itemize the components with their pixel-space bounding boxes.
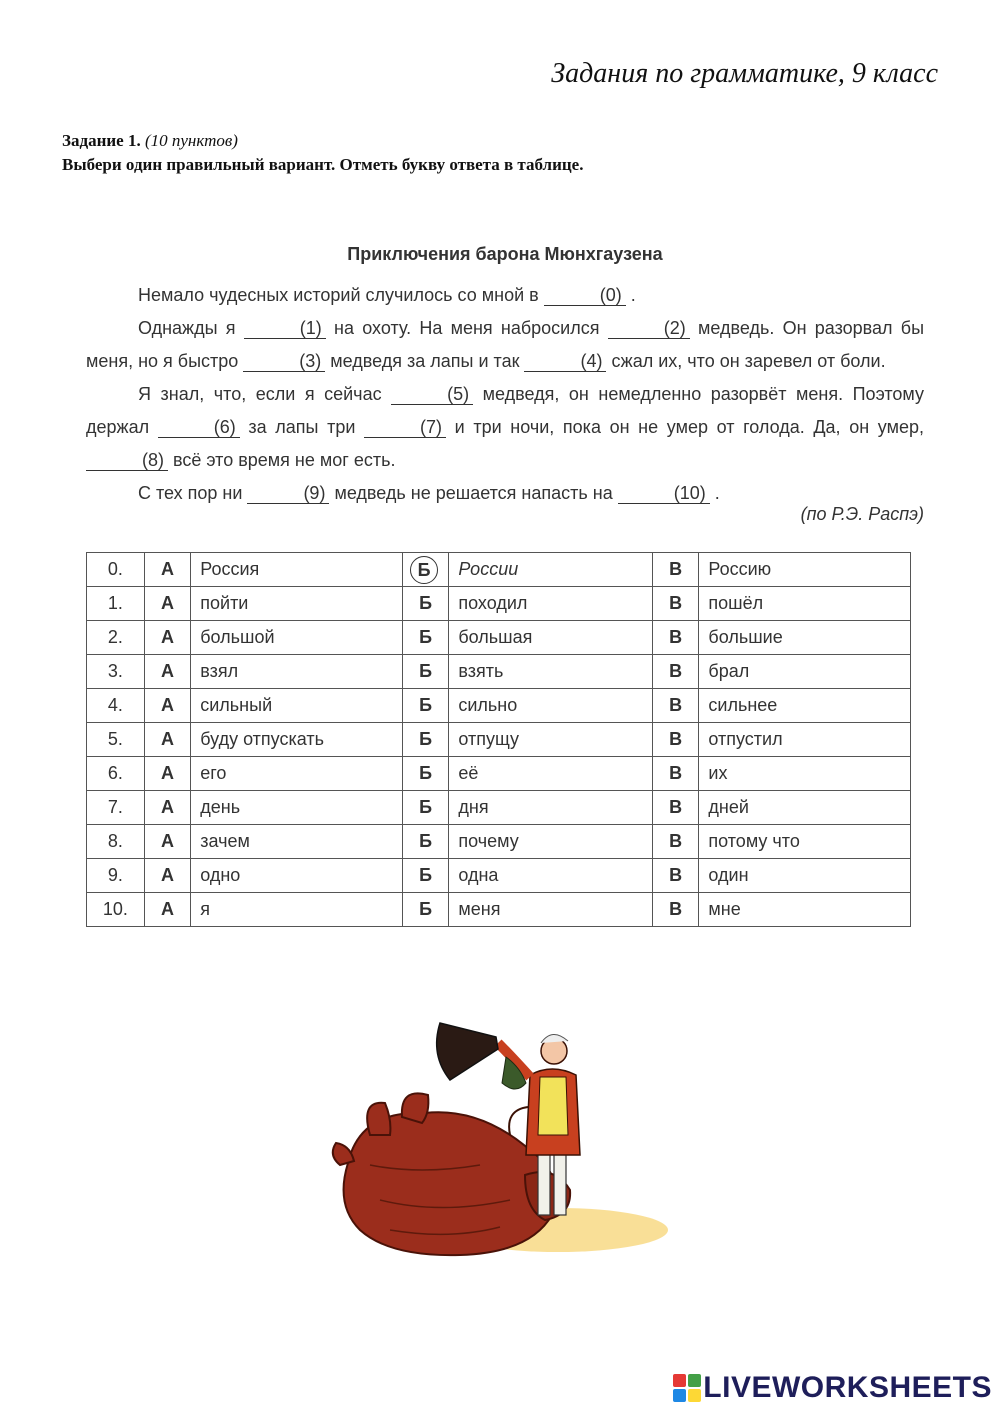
letter-c[interactable]: В <box>652 587 699 621</box>
row-number: 8. <box>87 825 145 859</box>
option-b: почему <box>449 825 652 859</box>
page-title: Задания по грамматике, 9 класс <box>551 58 938 89</box>
gap-marker: (1) <box>244 318 326 339</box>
option-a: сильный <box>191 689 403 723</box>
letter-b[interactable]: Б <box>402 621 449 655</box>
story-text-fragment: медведь не решается напасть на <box>329 483 618 503</box>
letter-a[interactable]: А <box>144 791 191 825</box>
story-paragraph-2 <box>86 312 924 378</box>
letter-a[interactable]: А <box>144 655 191 689</box>
story-text <box>86 244 924 525</box>
story-text-fragment: . <box>709 483 720 503</box>
letter-a[interactable]: А <box>144 621 191 655</box>
logo-text: LIVEWORKSHEETS <box>703 1371 992 1404</box>
option-a: одно <box>191 859 403 893</box>
option-b: сильно <box>449 689 652 723</box>
letter-a[interactable]: А <box>144 587 191 621</box>
story-text-fragment: и три ночи, пока он не умер от голода. Да, он умер, <box>446 417 924 437</box>
gap-marker: (7) <box>364 417 446 438</box>
letter-b[interactable]: Б <box>402 825 449 859</box>
story-text-fragment: С тех пор ни <box>138 483 248 503</box>
option-b: взять <box>449 655 652 689</box>
row-number: 1. <box>87 587 145 621</box>
selected-answer-circle: Б <box>410 556 438 584</box>
row-number: 2. <box>87 621 145 655</box>
option-a: пойти <box>191 587 403 621</box>
letter-b[interactable]: Б <box>402 689 449 723</box>
row-number: 6. <box>87 757 145 791</box>
table-row <box>87 723 911 757</box>
option-c: мне <box>699 893 911 927</box>
letter-a[interactable]: А <box>144 689 191 723</box>
row-number: 4. <box>87 689 145 723</box>
table-row <box>87 655 911 689</box>
option-c: Россию <box>699 553 911 587</box>
story-text-fragment: медведя за лапы и так <box>325 351 525 371</box>
letter-b[interactable]: Б <box>402 791 449 825</box>
letter-c[interactable]: В <box>652 689 699 723</box>
table-row <box>87 553 911 587</box>
letter-c[interactable]: В <box>652 723 699 757</box>
table-row <box>87 587 911 621</box>
table-row <box>87 825 911 859</box>
story-text-fragment: на охоту. На меня набросился <box>325 318 608 338</box>
baron-and-bear-illustration <box>330 1015 675 1275</box>
option-c: отпустил <box>699 723 911 757</box>
option-c: сильнее <box>699 689 911 723</box>
task-heading <box>62 131 238 151</box>
option-a: день <box>191 791 403 825</box>
story-text-fragment: Я знал, что, если я сейчас <box>138 384 392 404</box>
story-text-fragment: сжал их, что он заревел от боли. <box>606 351 886 371</box>
letter-a[interactable]: А <box>144 723 191 757</box>
option-c: пошёл <box>699 587 911 621</box>
story-text-fragment: медведь. Он разорвал бы меня, но я быстро <box>86 318 925 371</box>
letter-c[interactable]: В <box>652 893 699 927</box>
story-title: Приключения барона Мюнхгаузена <box>347 244 663 264</box>
gap-marker: (0) <box>544 285 626 306</box>
row-number: 7. <box>87 791 145 825</box>
table-row <box>87 621 911 655</box>
option-c: потому что <box>699 825 911 859</box>
letter-b[interactable]: Б <box>402 893 449 927</box>
answer-table <box>86 552 911 927</box>
gap-marker: (2) <box>608 318 690 339</box>
option-b: отпущу <box>449 723 652 757</box>
row-number: 5. <box>87 723 145 757</box>
gap-marker: (5) <box>391 384 473 405</box>
table-row <box>87 791 911 825</box>
gap-marker: (10) <box>618 483 710 504</box>
letter-a[interactable]: А <box>144 825 191 859</box>
option-c: один <box>699 859 911 893</box>
option-b: России <box>449 553 652 587</box>
story-paragraph-1 <box>86 279 924 312</box>
table-row <box>87 757 911 791</box>
gap-marker: (9) <box>247 483 329 504</box>
option-b: одна <box>449 859 652 893</box>
row-number: 9. <box>87 859 145 893</box>
letter-a[interactable]: А <box>144 757 191 791</box>
option-a: большой <box>191 621 403 655</box>
letter-b[interactable]: Б <box>402 587 449 621</box>
letter-a[interactable]: А <box>144 859 191 893</box>
story-text-fragment: Однажды я <box>138 318 244 338</box>
table-row <box>87 893 911 927</box>
story-text-fragment: за лапы три <box>239 417 365 437</box>
row-number: 0. <box>87 553 145 587</box>
option-a: его <box>191 757 403 791</box>
option-c: их <box>699 757 911 791</box>
letter-b[interactable]: Б <box>402 723 449 757</box>
gap-marker: (3) <box>243 351 325 372</box>
story-source: (по Р.Э. Распэ) <box>800 504 924 524</box>
table-row <box>87 859 911 893</box>
option-b: большая <box>449 621 652 655</box>
letter-c[interactable]: В <box>652 825 699 859</box>
gap-marker: (4) <box>524 351 606 372</box>
story-text-fragment: всё это время не мог есть. <box>168 450 396 470</box>
option-b: её <box>449 757 652 791</box>
option-a: буду отпускать <box>191 723 403 757</box>
task-label: Задание 1. <box>62 131 141 150</box>
letter-a[interactable]: А <box>144 893 191 927</box>
option-a: зачем <box>191 825 403 859</box>
letter-c[interactable]: В <box>652 655 699 689</box>
letter-b[interactable]: Б <box>402 655 449 689</box>
gap-marker: (8) <box>86 450 168 471</box>
row-number: 10. <box>87 893 145 927</box>
option-c: брал <box>699 655 911 689</box>
story-text-fragment: . <box>625 285 636 305</box>
story-paragraph-3 <box>86 378 924 477</box>
liveworksheets-logo <box>673 1371 992 1405</box>
letter-b[interactable]: Б <box>402 859 449 893</box>
letter-c[interactable]: В <box>652 791 699 825</box>
story-text-fragment: Немало чудесных историй случилось со мной в <box>138 285 544 305</box>
task-points: (10 пунктов) <box>144 131 238 150</box>
letter-c[interactable]: В <box>652 859 699 893</box>
gap-marker: (6) <box>158 417 240 438</box>
row-number: 3. <box>87 655 145 689</box>
letter-b[interactable] <box>402 553 449 587</box>
story-text-fragment: медведя, он немедленно разорвёт меня. Поэтому держал <box>86 384 924 437</box>
letter-a[interactable]: А <box>144 553 191 587</box>
option-a: взял <box>191 655 403 689</box>
letter-c[interactable]: В <box>652 553 699 587</box>
option-c: большие <box>699 621 911 655</box>
option-a: я <box>191 893 403 927</box>
option-c: дней <box>699 791 911 825</box>
table-row <box>87 689 911 723</box>
logo-mark-icon <box>673 1374 701 1402</box>
option-b: дня <box>449 791 652 825</box>
letter-c[interactable]: В <box>652 757 699 791</box>
option-b: меня <box>449 893 652 927</box>
task-instruction: Выбери один правильный вариант. Отметь букву ответа в таблице. <box>62 155 584 174</box>
option-a: Россия <box>191 553 403 587</box>
option-b: походил <box>449 587 652 621</box>
letter-c[interactable]: В <box>652 621 699 655</box>
letter-b[interactable]: Б <box>402 757 449 791</box>
